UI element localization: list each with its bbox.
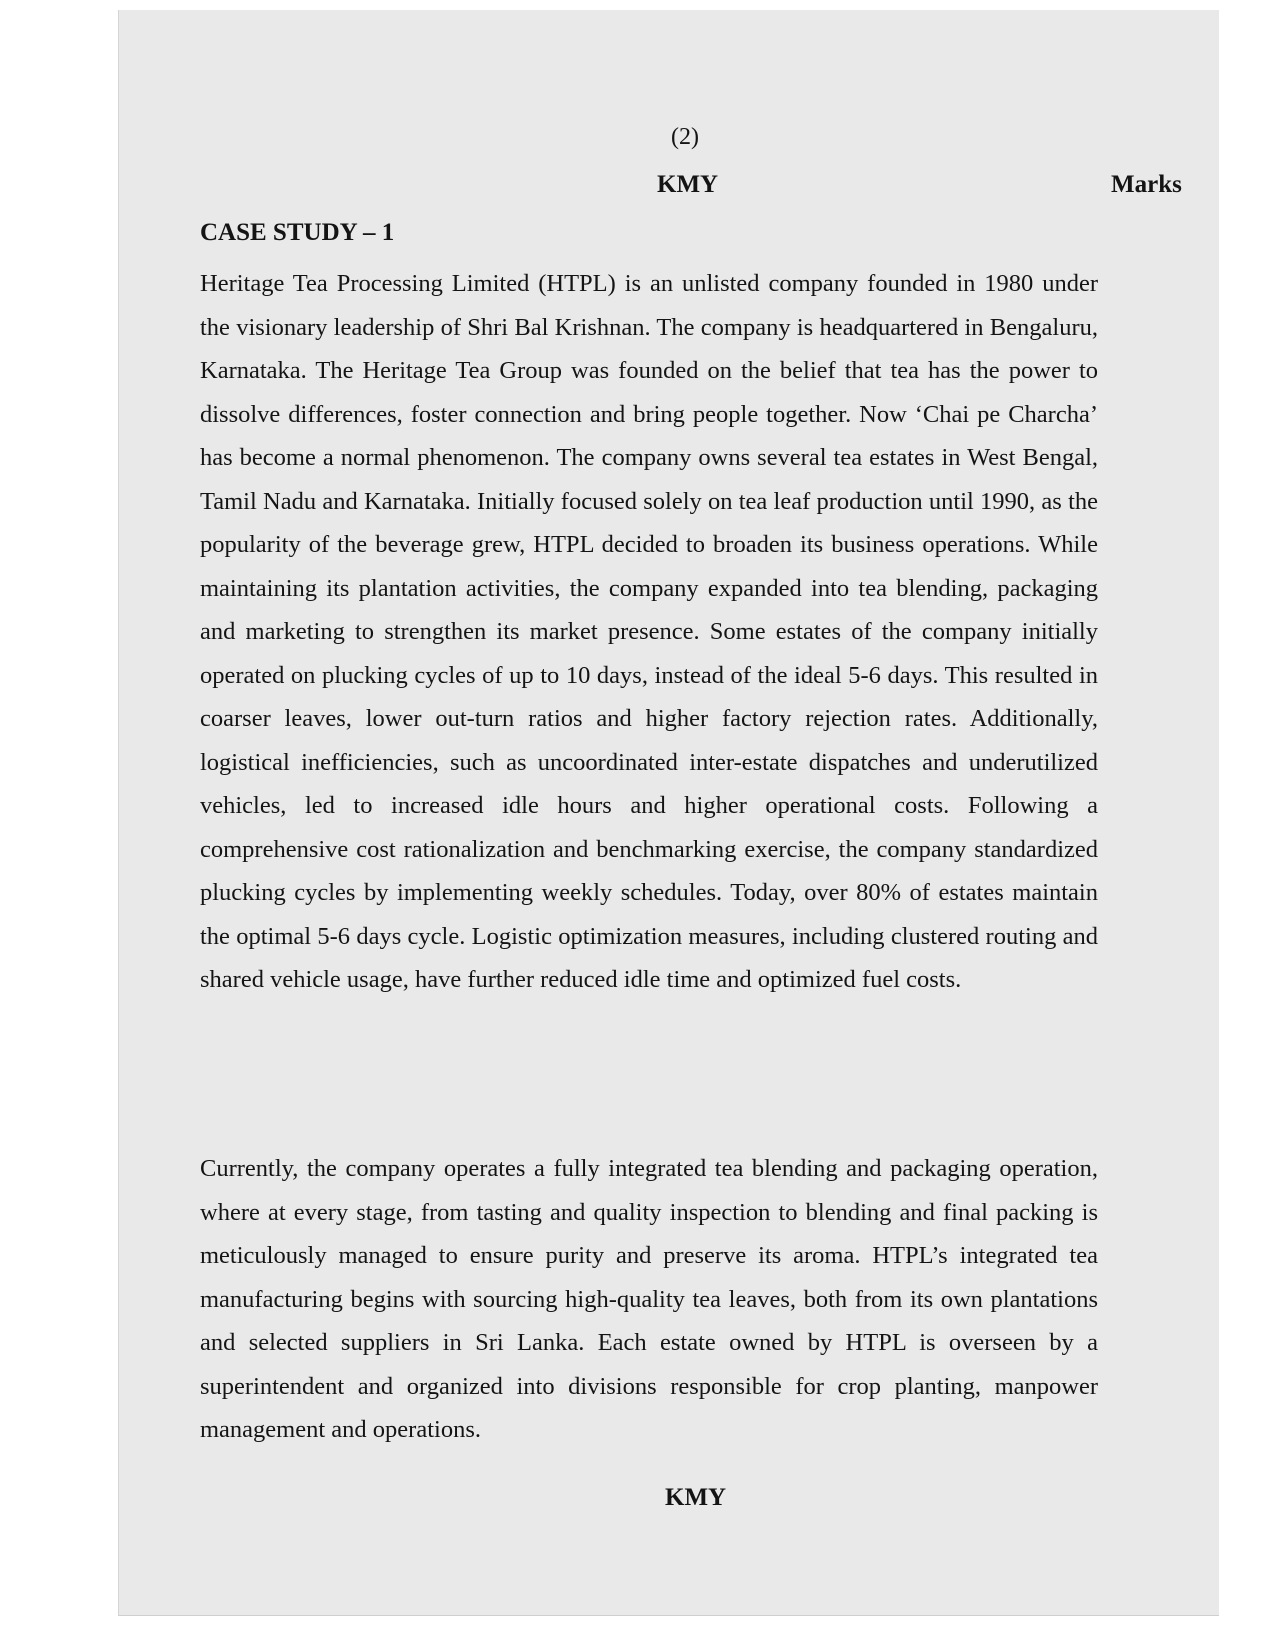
case-study-paragraph-2: Currently, the company operates a fully integrated tea blending and packaging operation, where at every stage, from tasting and quality inspection to blending and final packing is meticulously managed to ensure purity and preserve its aroma. HTPL’s integrated tea manufacturing begins with sourcing high-quality tea leaves, both from its own plantations and selected suppliers in Sri Lanka. Each estate owned by HTPL is overseen by a superintendent and organized into divisions responsible for crop planting, manpower management and operations. [200, 1155, 1098, 1443]
page-number: (2) [671, 124, 699, 150]
paper-code-header: KMY [657, 171, 719, 198]
case-study-title: CASE STUDY – 1 [200, 219, 395, 246]
paper-code-footer: KMY [665, 1484, 727, 1511]
marks-column-label: Marks [1111, 171, 1182, 198]
case-study-paragraph-1: Heritage Tea Processing Limited (HTPL) is an unlisted company founded in 1980 under the visionary leadership of Shri Bal Krishnan. The company is headquartered in Bengaluru, Karnataka. The Heritage Tea Group was founded on the belief that tea has the power to dissolve differences, foster connection and bring people together. Now ‘Chai pe Charcha’ has become a normal phenomenon. The company owns several tea estates in West Bengal, Tamil Nadu and Karnataka. Initially focused solely on tea leaf production until 1990, as the popularity of the beverage grew, HTPL decided to broaden its business operations. While maintaining its plantation activities, the company expanded into tea blending, packaging and marketing to strengthen its market presence. Some estates of the company initially operated on plucking cycles of up to 10 days, instead of the ideal 5-6 days. This resulted in coarser leaves, lower out-turn ratios and higher factory rejection rates. Additionally, logistical inefficiencies, such as uncoordinated inter-estate dispatches and underutilized vehicles, led to increased idle hours and higher operational costs. Following a comprehensive cost rationalization and benchmarking exercise, the company standardized plucking cycles by implementing weekly schedules. Today, over 80% of estates maintain the optimal 5-6 days cycle. Logistic optimization measures, including clustered routing and shared vehicle usage, have further reduced idle time and optimized fuel costs. [200, 270, 1098, 993]
